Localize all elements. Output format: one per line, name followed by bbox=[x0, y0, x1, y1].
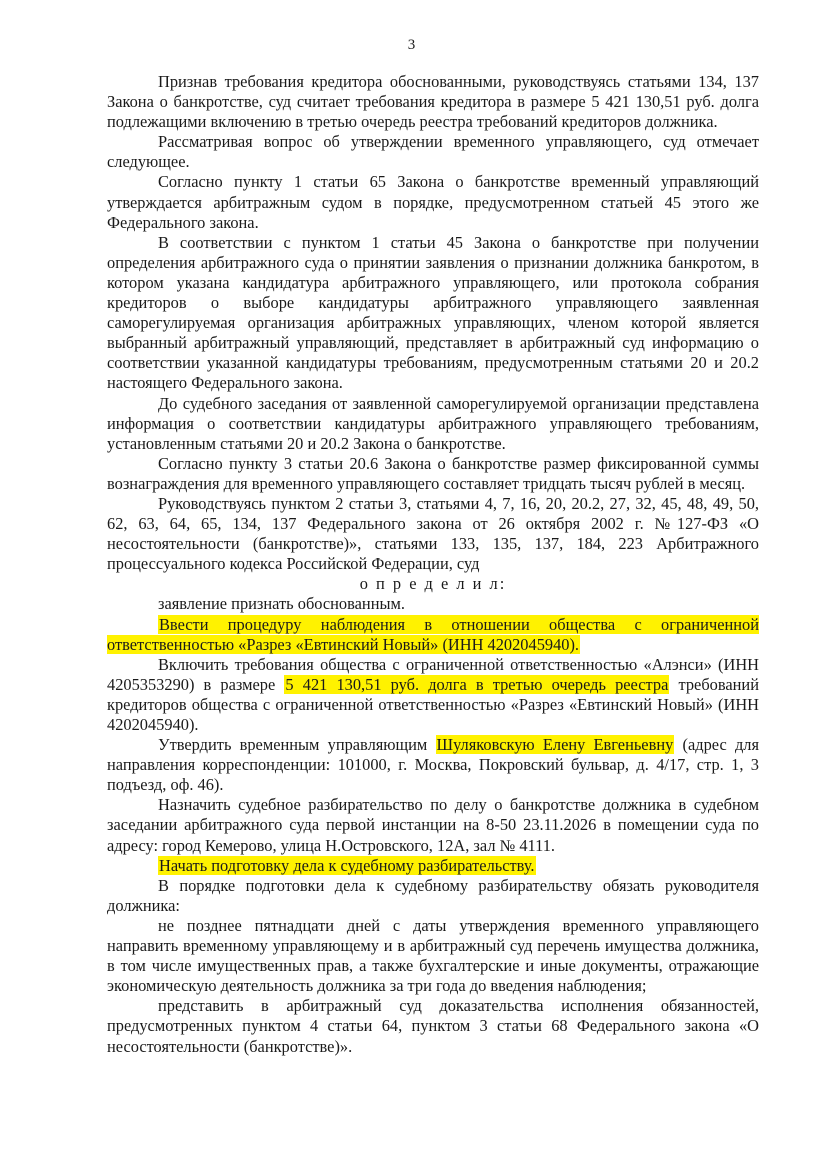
paragraph-creditor-claims: Признав требования кредитора обоснованными, руководствуясь статьями 134, 137 Закона о банкротстве, суд считает требования кредитора в размере 5 421 130,51 руб. долга подлежащими включению в третью очередь реестра требований кредиторов должника. bbox=[107, 72, 759, 132]
approve-manager-text-start: Утвердить временным управляющим bbox=[158, 735, 436, 755]
paragraph-sro-info: До судебного заседания от заявленной саморегулируемой организации представлена информация о соответствии кандидатуры арбитражного управляющего требованиям, установленным статьями 20 и 20.2 Закона о банкротстве. bbox=[107, 393, 759, 453]
highlight-observation: Ввести процедуру наблюдения в отношении общества с ограниченной ответственностью «Разрез «Евтинский Новый» (ИНН 4202045940). bbox=[107, 614, 759, 654]
paragraph-article-65: Согласно пункту 1 статьи 65 Закона о банкротстве временный управляющий утверждается арбитражным судом в порядке, предусмотренном статьей 45 этого же Федерального закона. bbox=[107, 172, 759, 232]
highlight-claim-amount: 5 421 130,51 руб. долга в третью очередь реестра bbox=[285, 674, 669, 694]
ruling-item-observation bbox=[107, 615, 759, 655]
ruling-item-obligations: В порядке подготовки дела к судебному разбирательству обязать руководителя должника: bbox=[107, 875, 759, 915]
ruling-item-approve-manager bbox=[107, 735, 759, 795]
paragraph-temp-manager-intro: Рассматривая вопрос об утверждении временного управляющего, суд отмечает следующее. bbox=[107, 132, 759, 172]
ruling-item-preparation bbox=[107, 856, 759, 876]
ruling-item-claim-valid: заявление признать обоснованным. bbox=[158, 594, 405, 614]
highlight-preparation: Начать подготовку дела к судебному разбирательству. bbox=[159, 855, 535, 875]
include-claims-text-end: требований кредиторов общества с ограниченной ответственностью «Разрез «Евтинский Новый» (ИНН 4202045940). bbox=[107, 674, 759, 734]
paragraph-legal-basis: Руководствуясь пунктом 2 статьи 3, статьями 4, 7, 16, 20, 20.2, 27, 32, 45, 48, 49, 50, 62, 63, 64, 65, 134, 137 Федерального закона от 26 октября 2002 г. №127-ФЗ «О несостоятельности (банкротстве)», статьями 133, 135, 137, 184, 223 Арбитражного процессуального кодекса Российской Федерации, суд bbox=[107, 493, 759, 574]
ruling-item-include-claims bbox=[107, 655, 759, 735]
approve-manager-text-end: (адрес для направления корреспонденции: 101000, г. Москва, Покровский бульвар, д. 4/17, стр. 1, 3 подъезд, оф. 46). bbox=[107, 735, 760, 795]
paragraph-article-45: В соответствии с пунктом 1 статьи 45 Закона о банкротстве при получении определения арбитражного суда о принятии заявления о признании должника банкротом, в котором указана кандидатура арбитражного управляющего, или протокола собрания кредиторов о выборе кандидатуры арбитражного управляющего заявленная саморегулируемая организация арбитражных управляющих, членом которой является выбранный арбитражный управляющий, представляет в арбитражный суд информацию о соответствии указанной кандидатуры требованиям, предусмотренным статьями 20 и 20.2 настоящего Федерального закона. bbox=[107, 232, 759, 393]
ruling-item-hearing: Назначить судебное разбирательство по делу о банкротстве должника в судебном заседании арбитражного суда первой инстанции на 8-50 23.11.2026 в помещении суда по адресу: город Кемерово, улица Н.Островского, 12А, зал № 4111. bbox=[107, 795, 759, 855]
document-body bbox=[107, 72, 759, 1057]
paragraph-remuneration: Согласно пункту 3 статьи 20.6 Закона о банкротстве размер фиксированной суммы вознаграждения для временного управляющего составляет тридцать тысяч рублей в месяц. bbox=[107, 453, 759, 493]
page-number: 3 bbox=[407, 37, 416, 53]
highlight-manager-name: Шуляковскую Елену Евгеньевну bbox=[436, 735, 674, 755]
obligation-item-evidence: представить в арбитражный суд доказательства исполнения обязанностей, предусмотренных пунктом 4 статьи 64, пунктом 3 статьи 68 Федерального закона «О несостоятельности (банкротстве)». bbox=[107, 996, 759, 1056]
include-claims-text-start: Включить требования общества с ограниченной ответственностью «Алэнси» (ИНН 4205353290) в размере bbox=[107, 654, 759, 694]
ruling-heading: о п р е д е л и л: bbox=[359, 574, 507, 594]
obligation-item-property-list: не позднее пятнадцати дней с даты утверждения временного управляющего направить временному управляющему и в арбитражный суд перечень имущества должника, в том числе имущественных прав, а также бухгалтерские и иные документы, отражающие экономическую деятельность должника за три года до введения наблюдения; bbox=[107, 915, 759, 996]
